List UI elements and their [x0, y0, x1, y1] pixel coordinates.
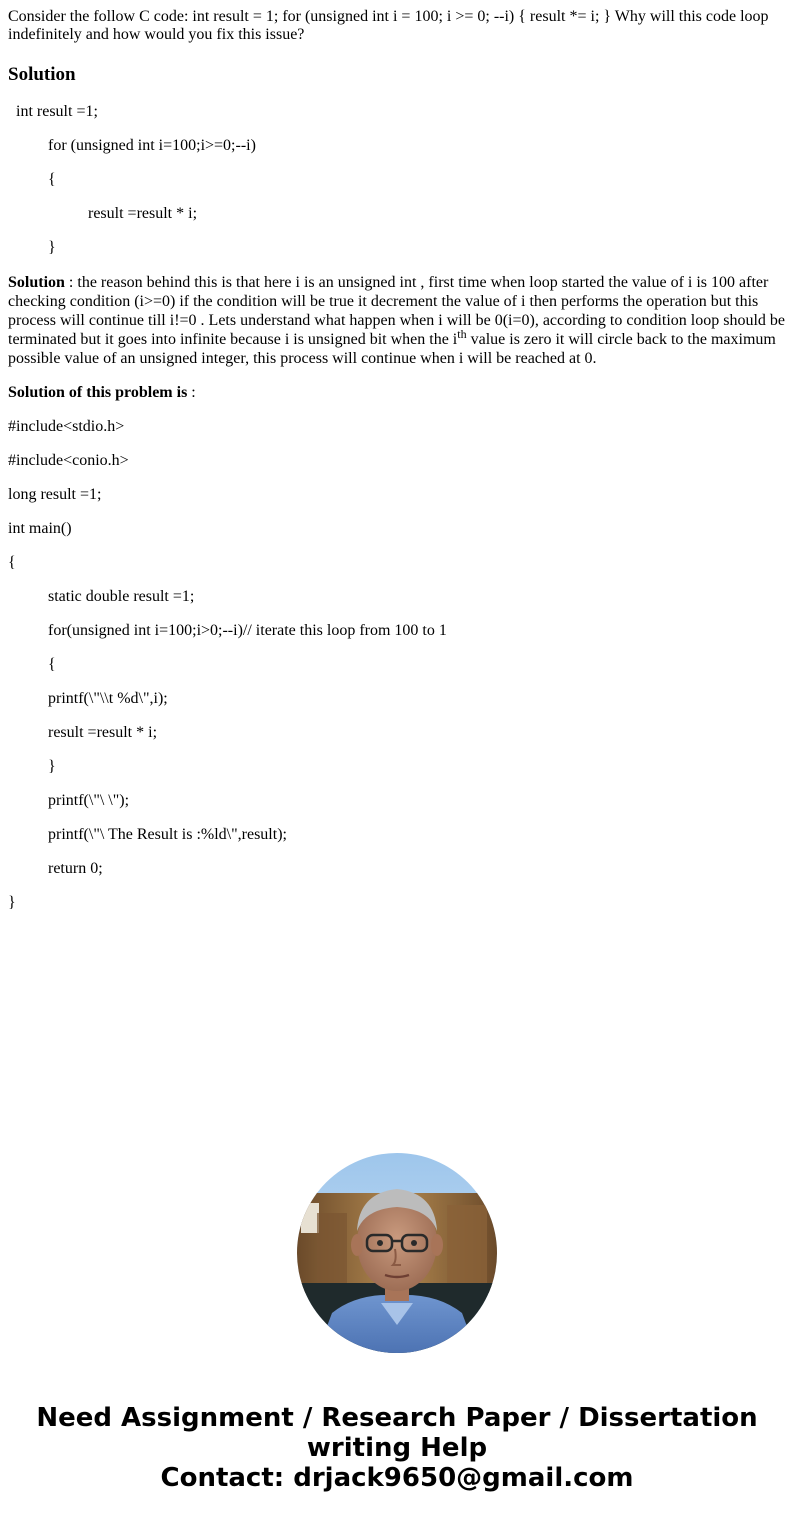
code-line: } [8, 894, 16, 911]
code-line: int main() [8, 520, 72, 537]
code-line: for (unsigned int i=100;i>=0;--i) [48, 137, 256, 154]
explanation-lead: Solution [8, 274, 65, 291]
question-text: Consider the follow C code: int result = 1; for (unsigned int i = 100; i >= 0; --i) { result *= i; } Why will this code loop indefinitely and how would you fix this issue? [8, 8, 769, 43]
code-line: static double result =1; [48, 588, 195, 605]
explanation-paragraph [8, 273, 790, 368]
solution-heading: Solution [8, 64, 76, 85]
code-line: return 0; [48, 860, 103, 877]
code-line: printf(\"\ \"); [48, 792, 130, 809]
explanation-text-continued: value is zero it will circle back to the maximum possible value of an unsigned integer, this process will continue when i will be reached at 0. [8, 331, 776, 367]
code-line: #include<conio.h> [8, 452, 129, 469]
explanation-text: : the reason behind this is that here i is an unsigned int , first time when loop started the value of i is 100 after checking condition (i>=0) if the condition will be true it decrement the value of i then performs the operation but this process will continue till i!=0 . Lets understand what happen when i will be 0(i=0), according to condition loop should be terminated but it goes into infinite because i is unsigned bit when the i [8, 274, 785, 348]
code-line: { [8, 554, 16, 571]
contact-email: Contact: drjack9650@gmail.com [160, 1463, 634, 1493]
fix-intro [8, 384, 196, 402]
fix-intro-bold: Solution of this problem is [8, 384, 188, 401]
ordinal-superscript: th [457, 327, 467, 341]
code-line: { [48, 171, 56, 188]
code-line: printf(\"\\t %d\",i); [48, 690, 168, 707]
code-line: result =result * i; [88, 205, 198, 222]
code-line: long result =1; [8, 486, 102, 503]
code-line: { [48, 656, 56, 673]
banner-line: writing Help [306, 1433, 488, 1463]
banner-line: Need Assignment / Research Paper / Dissertation [36, 1403, 758, 1433]
code-line: } [48, 758, 56, 775]
code-line: #include<stdio.h> [8, 418, 125, 435]
fix-intro-rest: : [187, 384, 196, 401]
contact-banner [0, 1403, 794, 1493]
code-line: printf(\"\ The Result is :%ld\",result); [48, 826, 287, 843]
code-line: for(unsigned int i=100;i>0;--i)// iterate this loop from 100 to 1 [48, 622, 447, 639]
code-line: int result =1; [16, 103, 98, 120]
code-line: } [48, 239, 56, 256]
author-avatar [297, 1153, 497, 1353]
code-line: result =result * i; [48, 724, 158, 741]
